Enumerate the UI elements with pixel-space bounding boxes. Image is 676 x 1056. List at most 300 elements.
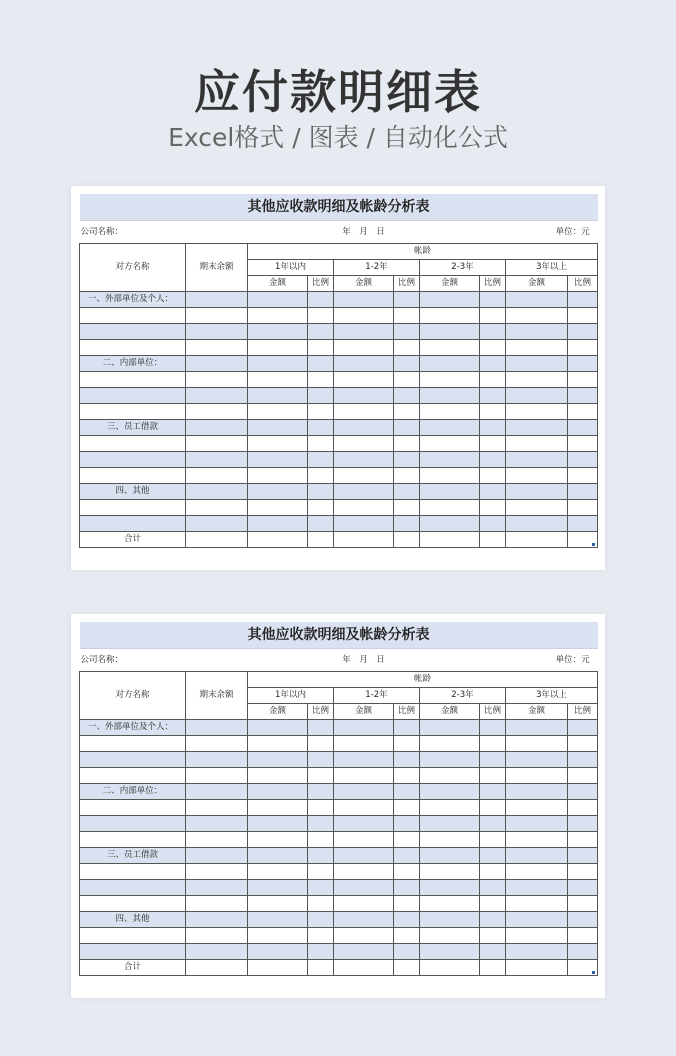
data-cell[interactable]: [248, 340, 308, 356]
data-cell[interactable]: [394, 944, 420, 960]
row-label-cell[interactable]: [80, 324, 186, 340]
data-cell[interactable]: [334, 848, 394, 864]
data-cell[interactable]: [308, 752, 334, 768]
data-cell[interactable]: [248, 292, 308, 308]
data-cell[interactable]: [568, 752, 598, 768]
data-cell[interactable]: [506, 720, 568, 736]
data-cell[interactable]: [248, 864, 308, 880]
data-cell[interactable]: [506, 944, 568, 960]
data-cell[interactable]: [568, 880, 598, 896]
data-cell[interactable]: [308, 356, 334, 372]
data-cell[interactable]: [394, 800, 420, 816]
data-cell[interactable]: [480, 532, 506, 548]
data-cell[interactable]: [568, 356, 598, 372]
data-cell[interactable]: [420, 752, 480, 768]
data-cell[interactable]: [420, 292, 480, 308]
data-cell[interactable]: [334, 928, 394, 944]
data-cell[interactable]: [480, 404, 506, 420]
data-cell[interactable]: [568, 928, 598, 944]
data-cell[interactable]: [506, 832, 568, 848]
data-cell[interactable]: [308, 532, 334, 548]
data-cell[interactable]: [186, 768, 248, 784]
data-cell[interactable]: [308, 912, 334, 928]
data-cell[interactable]: [506, 752, 568, 768]
data-cell[interactable]: [480, 308, 506, 324]
data-cell[interactable]: [480, 468, 506, 484]
data-cell[interactable]: [308, 720, 334, 736]
data-cell[interactable]: [308, 784, 334, 800]
data-cell[interactable]: [420, 864, 480, 880]
data-cell[interactable]: [506, 912, 568, 928]
data-cell[interactable]: [394, 388, 420, 404]
data-cell[interactable]: [334, 484, 394, 500]
data-cell[interactable]: [334, 500, 394, 516]
data-cell[interactable]: [506, 468, 568, 484]
data-cell[interactable]: [248, 484, 308, 500]
row-label-cell[interactable]: [80, 944, 186, 960]
data-cell[interactable]: [480, 784, 506, 800]
data-cell[interactable]: [334, 308, 394, 324]
data-cell[interactable]: [506, 532, 568, 548]
data-cell[interactable]: [394, 500, 420, 516]
data-cell[interactable]: [186, 340, 248, 356]
data-cell[interactable]: [506, 356, 568, 372]
data-cell[interactable]: [394, 308, 420, 324]
data-cell[interactable]: [506, 484, 568, 500]
data-cell[interactable]: [568, 896, 598, 912]
data-cell[interactable]: [480, 324, 506, 340]
data-cell[interactable]: [420, 944, 480, 960]
data-cell[interactable]: [308, 516, 334, 532]
data-cell[interactable]: [420, 372, 480, 388]
data-cell[interactable]: [334, 324, 394, 340]
data-cell[interactable]: [248, 532, 308, 548]
data-cell[interactable]: [308, 832, 334, 848]
data-cell[interactable]: [334, 752, 394, 768]
data-cell[interactable]: [308, 324, 334, 340]
data-cell[interactable]: [334, 864, 394, 880]
data-cell[interactable]: [480, 388, 506, 404]
data-cell[interactable]: [248, 308, 308, 324]
data-cell[interactable]: [568, 912, 598, 928]
data-cell[interactable]: [506, 736, 568, 752]
data-cell[interactable]: [506, 292, 568, 308]
data-cell[interactable]: [308, 500, 334, 516]
data-cell[interactable]: [506, 960, 568, 976]
data-cell[interactable]: [394, 928, 420, 944]
row-label-cell[interactable]: [80, 832, 186, 848]
data-cell[interactable]: [186, 404, 248, 420]
data-cell[interactable]: [334, 388, 394, 404]
data-cell[interactable]: [248, 516, 308, 532]
data-cell[interactable]: [394, 912, 420, 928]
data-cell[interactable]: [420, 468, 480, 484]
data-cell[interactable]: [394, 372, 420, 388]
data-cell[interactable]: [248, 500, 308, 516]
data-cell[interactable]: [334, 784, 394, 800]
data-cell[interactable]: [568, 292, 598, 308]
data-cell[interactable]: [186, 800, 248, 816]
data-cell[interactable]: [420, 736, 480, 752]
data-cell[interactable]: [568, 452, 598, 468]
data-cell[interactable]: [394, 848, 420, 864]
data-cell[interactable]: [186, 832, 248, 848]
data-cell[interactable]: [394, 768, 420, 784]
data-cell[interactable]: [394, 452, 420, 468]
data-cell[interactable]: [186, 324, 248, 340]
data-cell[interactable]: [394, 864, 420, 880]
data-cell[interactable]: [506, 816, 568, 832]
data-cell[interactable]: [186, 468, 248, 484]
data-cell[interactable]: [394, 736, 420, 752]
data-cell[interactable]: [420, 960, 480, 976]
data-cell[interactable]: [186, 736, 248, 752]
data-cell[interactable]: [186, 720, 248, 736]
data-cell[interactable]: [480, 452, 506, 468]
data-cell[interactable]: [420, 388, 480, 404]
data-cell[interactable]: [480, 720, 506, 736]
data-cell[interactable]: [308, 340, 334, 356]
data-cell[interactable]: [568, 816, 598, 832]
row-label-cell[interactable]: [80, 752, 186, 768]
data-cell[interactable]: [334, 292, 394, 308]
data-cell[interactable]: [308, 420, 334, 436]
data-cell[interactable]: [394, 832, 420, 848]
data-cell[interactable]: [334, 720, 394, 736]
data-cell[interactable]: [308, 372, 334, 388]
data-cell[interactable]: [186, 500, 248, 516]
data-cell[interactable]: [308, 292, 334, 308]
data-cell[interactable]: [568, 404, 598, 420]
data-cell[interactable]: [420, 308, 480, 324]
data-cell[interactable]: [334, 436, 394, 452]
data-cell[interactable]: [394, 752, 420, 768]
data-cell[interactable]: [568, 864, 598, 880]
data-cell[interactable]: [248, 944, 308, 960]
data-cell[interactable]: [248, 960, 308, 976]
data-cell[interactable]: [394, 516, 420, 532]
row-label-cell[interactable]: [80, 388, 186, 404]
row-label-cell[interactable]: [80, 452, 186, 468]
data-cell[interactable]: [186, 752, 248, 768]
data-cell[interactable]: [394, 484, 420, 500]
data-cell[interactable]: [308, 468, 334, 484]
data-cell[interactable]: [186, 864, 248, 880]
data-cell[interactable]: [480, 484, 506, 500]
data-cell[interactable]: [480, 420, 506, 436]
data-cell[interactable]: [506, 436, 568, 452]
data-cell[interactable]: [480, 960, 506, 976]
data-cell[interactable]: [334, 816, 394, 832]
data-cell[interactable]: [248, 832, 308, 848]
data-cell[interactable]: [420, 784, 480, 800]
row-label-cell[interactable]: [80, 468, 186, 484]
data-cell[interactable]: [248, 896, 308, 912]
data-cell[interactable]: [568, 308, 598, 324]
data-cell[interactable]: [334, 768, 394, 784]
data-cell[interactable]: [420, 768, 480, 784]
data-cell[interactable]: [420, 452, 480, 468]
data-cell[interactable]: [186, 436, 248, 452]
data-cell[interactable]: [186, 356, 248, 372]
row-label-cell[interactable]: [80, 372, 186, 388]
data-cell[interactable]: [248, 356, 308, 372]
data-cell[interactable]: [308, 436, 334, 452]
data-cell[interactable]: [308, 928, 334, 944]
data-cell[interactable]: [420, 896, 480, 912]
data-cell[interactable]: [186, 816, 248, 832]
data-cell[interactable]: [506, 388, 568, 404]
data-cell[interactable]: [334, 896, 394, 912]
data-cell[interactable]: [248, 928, 308, 944]
data-cell[interactable]: [186, 784, 248, 800]
data-cell[interactable]: [480, 864, 506, 880]
data-cell[interactable]: [480, 340, 506, 356]
data-cell[interactable]: [308, 880, 334, 896]
data-cell[interactable]: [420, 404, 480, 420]
data-cell[interactable]: [308, 864, 334, 880]
row-label-cell[interactable]: [80, 500, 186, 516]
data-cell[interactable]: [248, 768, 308, 784]
data-cell[interactable]: [334, 912, 394, 928]
data-cell[interactable]: [568, 372, 598, 388]
data-cell[interactable]: [394, 356, 420, 372]
data-cell[interactable]: [568, 340, 598, 356]
data-cell[interactable]: [568, 388, 598, 404]
data-cell[interactable]: [186, 928, 248, 944]
data-cell[interactable]: [394, 340, 420, 356]
data-cell[interactable]: [394, 720, 420, 736]
data-cell[interactable]: [506, 404, 568, 420]
data-cell[interactable]: [480, 880, 506, 896]
data-cell[interactable]: [480, 928, 506, 944]
data-cell[interactable]: [394, 880, 420, 896]
data-cell[interactable]: [186, 308, 248, 324]
data-cell[interactable]: [186, 372, 248, 388]
data-cell[interactable]: [308, 452, 334, 468]
data-cell[interactable]: [394, 436, 420, 452]
data-cell[interactable]: [308, 768, 334, 784]
data-cell[interactable]: [308, 800, 334, 816]
data-cell[interactable]: [334, 832, 394, 848]
data-cell[interactable]: [334, 356, 394, 372]
data-cell[interactable]: [480, 768, 506, 784]
data-cell[interactable]: [186, 848, 248, 864]
data-cell[interactable]: [308, 484, 334, 500]
data-cell[interactable]: [248, 736, 308, 752]
data-cell[interactable]: [506, 516, 568, 532]
data-cell[interactable]: [420, 356, 480, 372]
data-cell[interactable]: [394, 324, 420, 340]
data-cell[interactable]: [506, 308, 568, 324]
data-cell[interactable]: [420, 532, 480, 548]
data-cell[interactable]: [506, 880, 568, 896]
row-label-cell[interactable]: [80, 896, 186, 912]
data-cell[interactable]: [248, 436, 308, 452]
row-label-cell[interactable]: [80, 768, 186, 784]
data-cell[interactable]: [420, 500, 480, 516]
data-cell[interactable]: [248, 784, 308, 800]
data-cell[interactable]: [480, 736, 506, 752]
data-cell[interactable]: [394, 532, 420, 548]
data-cell[interactable]: [394, 960, 420, 976]
data-cell[interactable]: [248, 848, 308, 864]
data-cell[interactable]: [394, 420, 420, 436]
data-cell[interactable]: [480, 800, 506, 816]
row-label-cell[interactable]: [80, 340, 186, 356]
data-cell[interactable]: [334, 372, 394, 388]
data-cell[interactable]: [308, 960, 334, 976]
data-cell[interactable]: [506, 848, 568, 864]
data-cell[interactable]: [480, 292, 506, 308]
data-cell[interactable]: [420, 848, 480, 864]
data-cell[interactable]: [506, 452, 568, 468]
data-cell[interactable]: [420, 340, 480, 356]
data-cell[interactable]: [308, 944, 334, 960]
data-cell[interactable]: [506, 896, 568, 912]
data-cell[interactable]: [480, 436, 506, 452]
data-cell[interactable]: [480, 896, 506, 912]
data-cell[interactable]: [420, 832, 480, 848]
data-cell[interactable]: [506, 768, 568, 784]
data-cell[interactable]: [186, 484, 248, 500]
data-cell[interactable]: [480, 752, 506, 768]
data-cell[interactable]: [420, 800, 480, 816]
data-cell[interactable]: [334, 404, 394, 420]
row-label-cell[interactable]: [80, 516, 186, 532]
row-label-cell[interactable]: [80, 864, 186, 880]
data-cell[interactable]: [568, 436, 598, 452]
data-cell[interactable]: [248, 816, 308, 832]
data-cell[interactable]: [248, 404, 308, 420]
data-cell[interactable]: [568, 944, 598, 960]
data-cell[interactable]: [186, 960, 248, 976]
data-cell[interactable]: [506, 324, 568, 340]
data-cell[interactable]: [334, 800, 394, 816]
data-cell[interactable]: [420, 420, 480, 436]
data-cell[interactable]: [394, 896, 420, 912]
data-cell[interactable]: [506, 784, 568, 800]
data-cell[interactable]: [506, 800, 568, 816]
data-cell[interactable]: [506, 340, 568, 356]
data-cell[interactable]: [248, 372, 308, 388]
data-cell[interactable]: [420, 484, 480, 500]
data-cell[interactable]: [186, 532, 248, 548]
data-cell[interactable]: [186, 452, 248, 468]
data-cell[interactable]: [334, 736, 394, 752]
data-cell[interactable]: [334, 468, 394, 484]
data-cell[interactable]: [308, 896, 334, 912]
data-cell[interactable]: [568, 832, 598, 848]
data-cell[interactable]: [248, 388, 308, 404]
data-cell[interactable]: [334, 516, 394, 532]
data-cell[interactable]: [334, 452, 394, 468]
data-cell[interactable]: [186, 944, 248, 960]
data-cell[interactable]: [248, 912, 308, 928]
resize-handle[interactable]: [592, 543, 595, 546]
data-cell[interactable]: [248, 468, 308, 484]
data-cell[interactable]: [506, 864, 568, 880]
data-cell[interactable]: [308, 736, 334, 752]
data-cell[interactable]: [480, 944, 506, 960]
data-cell[interactable]: [308, 388, 334, 404]
data-cell[interactable]: [248, 324, 308, 340]
data-cell[interactable]: [568, 500, 598, 516]
data-cell[interactable]: [248, 880, 308, 896]
data-cell[interactable]: [506, 928, 568, 944]
data-cell[interactable]: [394, 784, 420, 800]
data-cell[interactable]: [420, 928, 480, 944]
data-cell[interactable]: [334, 532, 394, 548]
row-label-cell[interactable]: [80, 816, 186, 832]
data-cell[interactable]: [480, 356, 506, 372]
row-label-cell[interactable]: [80, 436, 186, 452]
data-cell[interactable]: [420, 912, 480, 928]
data-cell[interactable]: [420, 816, 480, 832]
data-cell[interactable]: [480, 912, 506, 928]
data-cell[interactable]: [334, 340, 394, 356]
row-label-cell[interactable]: [80, 308, 186, 324]
data-cell[interactable]: [480, 516, 506, 532]
data-cell[interactable]: [334, 880, 394, 896]
data-cell[interactable]: [420, 516, 480, 532]
row-label-cell[interactable]: [80, 800, 186, 816]
data-cell[interactable]: [248, 452, 308, 468]
row-label-cell[interactable]: [80, 928, 186, 944]
row-label-cell[interactable]: [80, 880, 186, 896]
data-cell[interactable]: [186, 896, 248, 912]
data-cell[interactable]: [568, 784, 598, 800]
data-cell[interactable]: [334, 944, 394, 960]
row-label-cell[interactable]: [80, 404, 186, 420]
data-cell[interactable]: [568, 848, 598, 864]
data-cell[interactable]: [506, 500, 568, 516]
data-cell[interactable]: [186, 388, 248, 404]
data-cell[interactable]: [186, 912, 248, 928]
data-cell[interactable]: [480, 848, 506, 864]
resize-handle[interactable]: [592, 971, 595, 974]
data-cell[interactable]: [480, 816, 506, 832]
data-cell[interactable]: [186, 292, 248, 308]
data-cell[interactable]: [248, 720, 308, 736]
data-cell[interactable]: [480, 500, 506, 516]
data-cell[interactable]: [308, 404, 334, 420]
data-cell[interactable]: [568, 800, 598, 816]
data-cell[interactable]: [480, 832, 506, 848]
data-cell[interactable]: [506, 420, 568, 436]
data-cell[interactable]: [186, 516, 248, 532]
data-cell[interactable]: [394, 816, 420, 832]
data-cell[interactable]: [248, 420, 308, 436]
data-cell[interactable]: [420, 720, 480, 736]
data-cell[interactable]: [568, 468, 598, 484]
data-cell[interactable]: [568, 720, 598, 736]
data-cell[interactable]: [506, 372, 568, 388]
data-cell[interactable]: [568, 768, 598, 784]
data-cell[interactable]: [420, 324, 480, 340]
data-cell[interactable]: [334, 420, 394, 436]
data-cell[interactable]: [568, 324, 598, 340]
data-cell[interactable]: [334, 960, 394, 976]
data-cell[interactable]: [394, 404, 420, 420]
data-cell[interactable]: [568, 484, 598, 500]
data-cell[interactable]: [568, 420, 598, 436]
data-cell[interactable]: [308, 816, 334, 832]
data-cell[interactable]: [420, 436, 480, 452]
data-cell[interactable]: [568, 736, 598, 752]
data-cell[interactable]: [248, 800, 308, 816]
data-cell[interactable]: [568, 516, 598, 532]
